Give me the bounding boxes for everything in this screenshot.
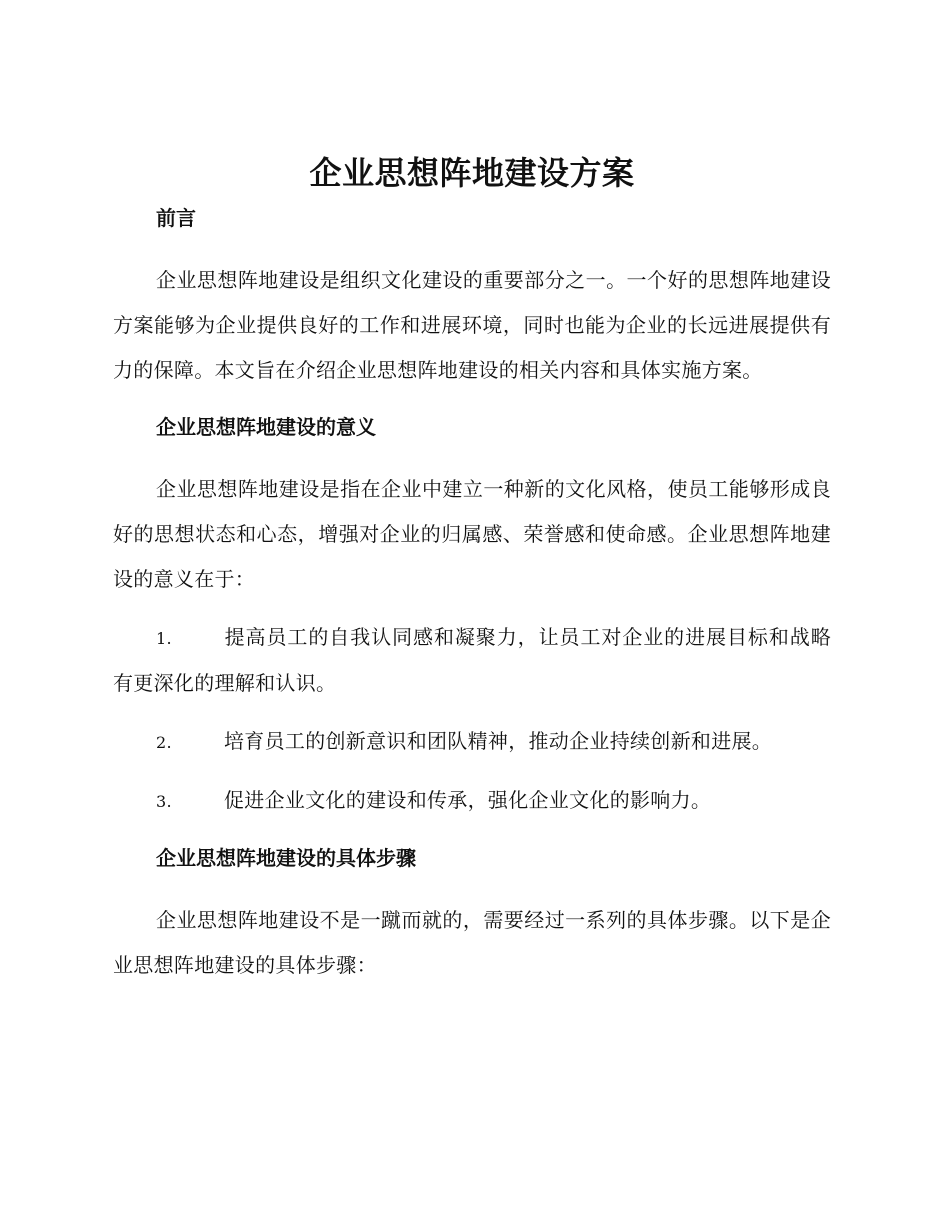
list-text: 培育员工的创新意识和团队精神，推动企业持续创新和进展。 <box>224 729 773 753</box>
list-text: 提高员工的自我认同感和凝聚力，让员工对企业的进展目标和战略有更深化的理解和认识。 <box>113 625 831 695</box>
list-number: 3. <box>156 792 172 811</box>
section-steps <box>113 844 831 988</box>
list-item <box>113 615 831 706</box>
section-heading: 企业思想阵地建设的具体步骤 <box>156 846 416 870</box>
list-item <box>113 719 831 765</box>
list-number: 2. <box>156 733 172 752</box>
list-item <box>113 778 831 824</box>
list-number: 1. <box>156 629 172 648</box>
section-heading: 前言 <box>156 206 196 230</box>
section-significance <box>113 413 831 824</box>
section-paragraph: 企业思想阵地建设是组织文化建设的重要部分之一。一个好的思想阵地建设方案能够为企业提供良好的工作和进展环境，同时也能为企业的长远进展提供有力的保障。本文旨在介绍企业思想阵地建设的相关内容和具体实施方案。 <box>113 268 831 382</box>
section-preface <box>113 204 831 393</box>
section-paragraph: 企业思想阵地建设是指在企业中建立一种新的文化风格，使员工能够形成良好的思想状态和心态，增强对企业的归属感、荣誉感和使命感。企业思想阵地建设的意义在于： <box>113 477 831 591</box>
list-text: 促进企业文化的建设和传承，强化企业文化的影响力。 <box>224 788 712 812</box>
section-paragraph: 企业思想阵地建设不是一蹴而就的，需要经过一系列的具体步骤。以下是企业思想阵地建设的具体步骤： <box>113 908 831 977</box>
document-title: 企业思想阵地建设方案 <box>309 154 635 192</box>
section-heading: 企业思想阵地建设的意义 <box>156 415 376 439</box>
document-page <box>113 150 831 988</box>
